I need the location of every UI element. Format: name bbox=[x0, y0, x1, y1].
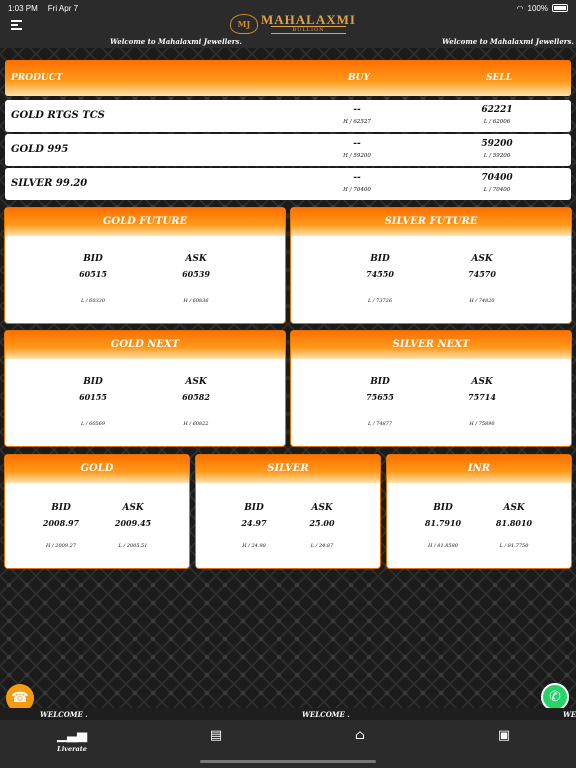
ask-label: ASK bbox=[122, 503, 144, 513]
product-name: SILVER 99.20 bbox=[11, 178, 88, 189]
status-right bbox=[517, 4, 568, 13]
card-title: INR bbox=[387, 455, 571, 483]
welcome-marquee-top bbox=[0, 36, 576, 48]
sell-value: 62221 bbox=[481, 105, 513, 115]
table-row bbox=[5, 168, 571, 200]
tab-label: Liverate bbox=[57, 745, 87, 753]
card-title: GOLD bbox=[5, 455, 189, 483]
ask-value: 60582 bbox=[182, 392, 210, 402]
buy-high: H / 70400 bbox=[343, 187, 371, 193]
bid-label: BID bbox=[244, 503, 264, 513]
bid-value: 75655 bbox=[366, 392, 394, 402]
low-value: L / 60330 bbox=[80, 298, 106, 304]
whatsapp-button[interactable] bbox=[541, 683, 569, 711]
bid-label: BID bbox=[370, 254, 390, 264]
marquee-text: Welcome to Mahalaxmi Jewellers. bbox=[442, 37, 574, 46]
home-indicator bbox=[200, 760, 376, 763]
sell-low: L / 59200 bbox=[483, 153, 511, 159]
chart-icon: ▁▃▅ bbox=[57, 728, 87, 743]
low-value: L / 60569 bbox=[80, 421, 106, 427]
card-silver-future bbox=[291, 208, 571, 323]
battery-percent: 100% bbox=[527, 3, 548, 13]
high-value: H / 60836 bbox=[183, 298, 209, 304]
marquee-text: WELCOME . bbox=[302, 710, 350, 719]
wifi-icon: ◠ bbox=[516, 3, 524, 13]
bid-value: 60155 bbox=[79, 392, 107, 402]
bid-value: 60515 bbox=[79, 269, 107, 279]
buy-value: -- bbox=[353, 139, 361, 149]
contact-card-icon: ▣ bbox=[497, 728, 511, 743]
ask-label: ASK bbox=[471, 254, 493, 264]
brand-sub: BULLION bbox=[271, 26, 346, 34]
low-value: L / 81.7750 bbox=[499, 543, 529, 549]
app-header bbox=[0, 12, 576, 36]
card-title: GOLD NEXT bbox=[5, 331, 285, 359]
buy-value: -- bbox=[353, 173, 361, 183]
buy-high: H / 59200 bbox=[343, 153, 371, 159]
tab-news[interactable] bbox=[196, 728, 236, 743]
bid-value: 81.7910 bbox=[424, 518, 462, 528]
table-row bbox=[5, 100, 571, 132]
rate-table-header bbox=[5, 60, 571, 96]
ask-label: ASK bbox=[185, 254, 207, 264]
high-value: H / 75890 bbox=[469, 421, 495, 427]
sell-value: 70400 bbox=[481, 173, 513, 183]
card-gold-spot bbox=[5, 455, 189, 568]
high-value: H / 81.8580 bbox=[428, 543, 458, 549]
buy-value: -- bbox=[353, 105, 361, 115]
low-value: L / 2005.51 bbox=[118, 543, 148, 549]
card-gold-next bbox=[5, 331, 285, 446]
card-gold-future bbox=[5, 208, 285, 323]
card-title: GOLD FUTURE bbox=[5, 208, 285, 236]
high-value: H / 24.98 bbox=[242, 543, 266, 549]
card-silver-spot bbox=[196, 455, 380, 568]
marquee-text: WE bbox=[563, 710, 576, 719]
tab-liverate[interactable] bbox=[52, 728, 92, 753]
header-product: PRODUCT bbox=[11, 73, 63, 83]
marquee-text: Welcome to Mahalaxmi Jewellers. bbox=[110, 37, 242, 46]
sell-value: 59200 bbox=[481, 139, 513, 149]
header-sell: SELL bbox=[486, 73, 513, 83]
product-name: GOLD 995 bbox=[11, 144, 69, 155]
high-value: H / 74820 bbox=[469, 298, 495, 304]
table-row bbox=[5, 134, 571, 166]
bid-value: 74550 bbox=[366, 269, 394, 279]
bid-label: BID bbox=[370, 377, 390, 387]
sell-low: L / 70400 bbox=[483, 187, 511, 193]
brand-name: MAHALAXMI bbox=[261, 12, 356, 27]
card-silver-next bbox=[291, 331, 571, 446]
high-value: H / 2009.27 bbox=[46, 543, 76, 549]
buy-high: H / 62527 bbox=[343, 119, 371, 125]
sell-low: L / 62006 bbox=[483, 119, 511, 125]
low-value: L / 74877 bbox=[367, 421, 393, 427]
header-buy: BUY bbox=[348, 73, 370, 83]
ask-value: 75714 bbox=[468, 392, 496, 402]
product-name: GOLD RTGS TCS bbox=[11, 110, 105, 121]
phone-icon: ☎ bbox=[11, 690, 29, 706]
card-title: SILVER FUTURE bbox=[291, 208, 571, 236]
ask-label: ASK bbox=[471, 377, 493, 387]
ask-label: ASK bbox=[311, 503, 333, 513]
tab-contact[interactable] bbox=[484, 728, 524, 743]
ask-value: 74570 bbox=[468, 269, 496, 279]
bid-label: BID bbox=[83, 254, 103, 264]
ask-label: ASK bbox=[185, 377, 207, 387]
card-title: SILVER NEXT bbox=[291, 331, 571, 359]
tab-bank[interactable] bbox=[340, 728, 380, 743]
status-time: 1:03 PM bbox=[8, 3, 38, 13]
welcome-marquee-bottom bbox=[0, 708, 576, 720]
status-date: Fri Apr 7 bbox=[47, 3, 79, 13]
news-icon: ▤ bbox=[209, 728, 223, 743]
bid-label: BID bbox=[433, 503, 453, 513]
bid-label: BID bbox=[51, 503, 71, 513]
low-value: L / 24.87 bbox=[310, 543, 334, 549]
bank-icon: ⌂ bbox=[355, 728, 365, 743]
menu-icon[interactable] bbox=[11, 20, 22, 29]
ask-value: 81.8010 bbox=[495, 518, 533, 528]
bid-label: BID bbox=[83, 377, 103, 387]
card-inr bbox=[387, 455, 571, 568]
ask-label: ASK bbox=[503, 503, 525, 513]
brand-logo bbox=[230, 13, 356, 34]
marquee-text: WELCOME . bbox=[40, 710, 88, 719]
ask-value: 2009.45 bbox=[114, 518, 152, 528]
high-value: H / 60822 bbox=[183, 421, 209, 427]
ask-value: 60539 bbox=[182, 269, 210, 279]
battery-icon bbox=[552, 4, 568, 12]
low-value: L / 73726 bbox=[367, 298, 393, 304]
bid-value: 2008.97 bbox=[42, 518, 80, 528]
logo-emblem-icon: MJ bbox=[230, 14, 258, 34]
bid-value: 24.97 bbox=[241, 518, 267, 528]
whatsapp-icon: ✆ bbox=[549, 689, 561, 705]
card-title: SILVER bbox=[196, 455, 380, 483]
ask-value: 25.00 bbox=[309, 518, 335, 528]
